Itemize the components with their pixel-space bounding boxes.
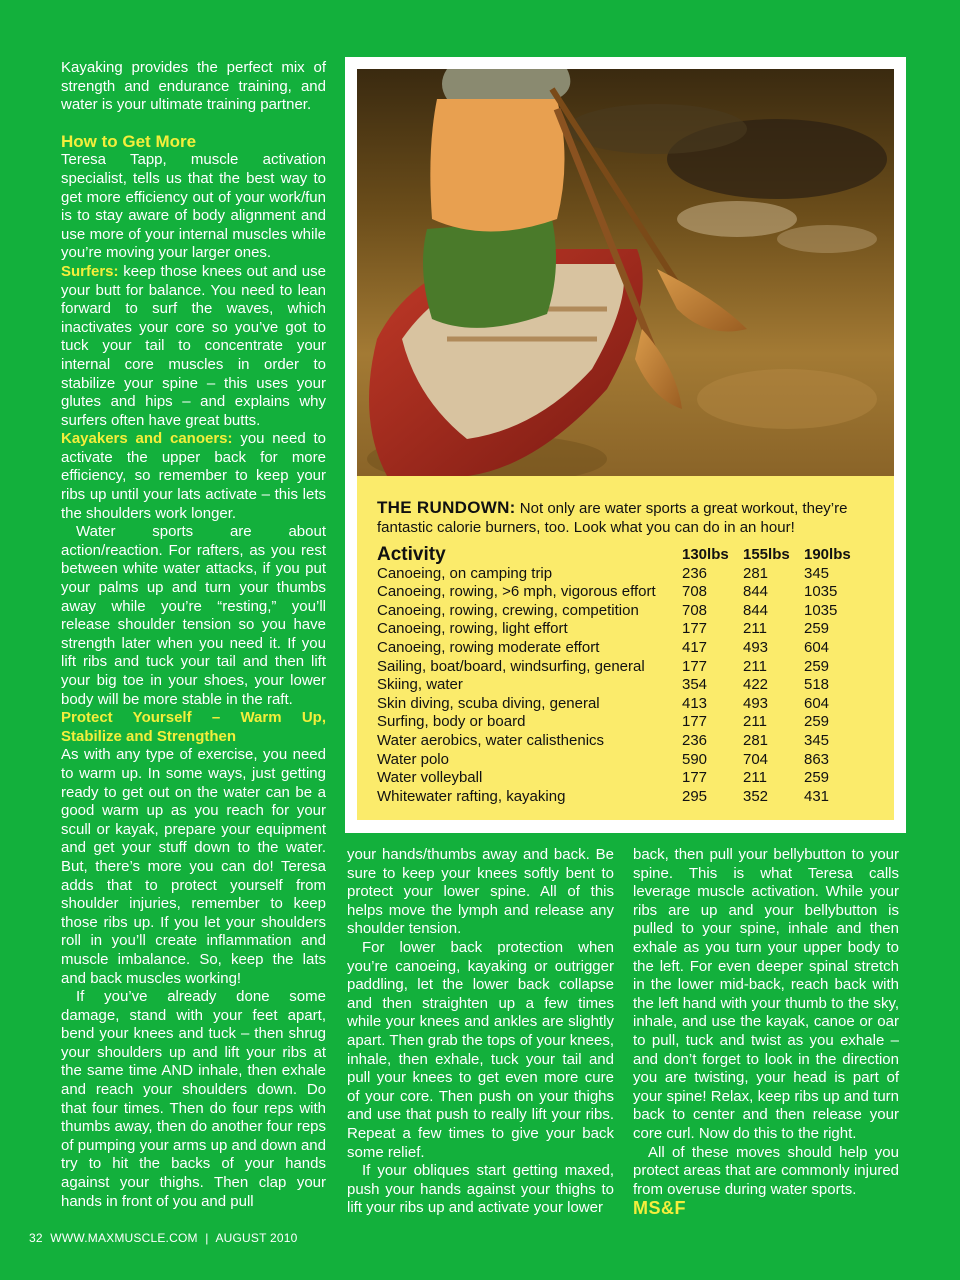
- calorie-table: [377, 546, 864, 806]
- table-row: [377, 713, 864, 732]
- calories-155: 211: [743, 769, 767, 787]
- lead-kayakers-canoers: Kayakers and canoers:: [61, 430, 233, 448]
- subheading-protect-yourself: Protect Yourself – Warm Up, Stabilize and Strengthen: [61, 709, 326, 745]
- section-heading-how-to-get-more: How to Get More: [61, 131, 197, 151]
- table-row: [377, 620, 864, 639]
- calories-190: 863: [804, 750, 830, 768]
- activity-name: Skiing, water: [377, 676, 463, 694]
- table-row: [377, 676, 864, 695]
- activity-name: Skin diving, scuba diving, general: [377, 694, 600, 712]
- calories-130: 708: [682, 601, 708, 619]
- calories-155: 704: [743, 750, 769, 768]
- activity-name: Water volleyball: [377, 769, 483, 787]
- paragraph-damage: If you’ve already done some damage, stand with your feet apart, bend your knees and tuck – then shrug your shoulders up and lift your ribs at the same time AND inhale, then exhale and reach your shoulders down. Do that four times. Then do four reps with thumbs away, then do another four reps of pumping your arms up and down and try to hit the backs of your hands against your thighs. Then clap your hands in front of you and pull: [61, 988, 326, 1210]
- paragraph-warm-up: As with any type of exercise, you need to warm up. In some ways, just getting ready to get out on the water can be a good warm up as you reach for your scull or kayak, prepare your equipment and get your stuff down to the water. But, there’s more you can do! Teresa adds that to protect yourself from shoulder injuries, remember to keep those ribs up. If you let your shoulders roll in you’ll create inflammation and muscle imbalance. So, keep the lats and back muscles working!: [61, 746, 326, 987]
- magazine-signature: MS&F: [633, 1198, 686, 1219]
- table-row: [377, 639, 864, 658]
- website-link[interactable]: WWW.MAXMUSCLE.COM: [50, 1231, 198, 1245]
- rundown-panel: [345, 57, 906, 833]
- activity-name: Canoeing, rowing, crewing, competition: [377, 601, 639, 619]
- calories-155: 211: [743, 657, 767, 675]
- calories-130: 417: [682, 638, 708, 656]
- surfers-text: keep those knees out and use your butt for balance. You need to lean forward to surf the waves, which inactivates your core so you’ve got to tuck your tail to concentrate your internal core muscles in order to stabilize your spine – this uses your glutes and hips – and explains why surfers often have great butts.: [61, 262, 326, 429]
- calories-190: 259: [804, 769, 830, 787]
- calories-155: 352: [743, 787, 769, 805]
- rundown-intro-text: Not only are water sports a great workout, they’re fantastic calorie burners, too. Look what you can do in an hour!: [377, 500, 848, 536]
- calories-155: 844: [743, 601, 769, 619]
- kayakers-text: you need to activate the upper back for more efficiency, so remember to keep your ribs up until your lats activate – this lets the shoulders work longer.: [61, 430, 326, 522]
- paragraph-action-reaction: Water sports are about action/reaction. For rafters, as you rest between white water attacks, if you put your palms up and turn your thumbs away while you’re “resting,” you’ll release shoulder tension so you have strength later when you need it. If you lift ribs and tuck your tail and then lift your big toe in your shoes, your lower body will be more stable in the raft.: [61, 523, 326, 708]
- calories-190: 1035: [804, 583, 838, 601]
- article-column-left: [61, 59, 326, 1211]
- calories-155: 493: [743, 694, 769, 712]
- calories-155: 211: [743, 620, 767, 638]
- paragraph-conclusion: All of these moves should help you protect areas that are commonly injured from overuse during water sports.: [633, 1143, 899, 1198]
- canoe-photo-illustration: [357, 69, 894, 476]
- table-row: [377, 658, 864, 677]
- activity-name: Water polo: [377, 750, 449, 768]
- calories-190: 431: [804, 787, 830, 805]
- paragraph-lower-back: For lower back protection when you’re canoeing, kayaking or outrigger paddling, let the lower back collapse and then straighten up a few times while your knees and ankles are slightly apart. Then grab the tops of your knees, inhale, then exhale, tuck your tail and pull your knees to get even more cure of your core. Then push on your thighs and use that push to really lift your ribs. Repeat a few times to give your back some relief.: [347, 938, 614, 1161]
- activity-name: Canoeing, rowing moderate effort: [377, 638, 600, 656]
- paragraph-surfers: [61, 263, 326, 430]
- activity-name: Canoeing, rowing, >6 mph, vigorous effort: [377, 583, 656, 601]
- paragraph-obliques: If your obliques start getting maxed, push your hands against your thighs to lift your ribs up and activate your lower: [347, 1162, 614, 1217]
- table-row: [377, 583, 864, 602]
- lead-surfers: Surfers:: [61, 262, 119, 280]
- rundown-title: THE RUNDOWN:: [377, 498, 516, 517]
- paragraph-kayakers: [61, 430, 326, 523]
- calories-155: 281: [743, 731, 769, 749]
- page-number: 32: [29, 1231, 43, 1245]
- calories-190: 1035: [804, 601, 838, 619]
- article-column-middle: [347, 846, 614, 1218]
- rundown-intro: [377, 498, 882, 537]
- calories-130: 177: [682, 620, 708, 638]
- table-row: [377, 602, 864, 621]
- paragraph-teresa-tapp: Teresa Tapp, muscle activation specialist, tells us that the best way to get more efficiency out of your work/fun is to stay aware of body alignment and use more of your internal muscles while you’re moving your larger ones.: [61, 151, 326, 262]
- calories-130: 177: [682, 713, 708, 731]
- activity-name: Sailing, boat/board, windsurfing, general: [377, 657, 645, 675]
- table-row: [377, 751, 864, 770]
- calories-130: 354: [682, 676, 708, 694]
- header-155lbs: 155lbs: [743, 546, 790, 563]
- calories-130: 236: [682, 731, 708, 749]
- calories-190: 259: [804, 620, 830, 638]
- calories-130: 177: [682, 769, 708, 787]
- header-activity: Activity: [377, 544, 446, 565]
- calories-130: 708: [682, 583, 708, 601]
- header-130lbs: 130lbs: [682, 546, 729, 563]
- calories-190: 259: [804, 657, 830, 675]
- calories-130: 177: [682, 657, 708, 675]
- calories-130: 590: [682, 750, 708, 768]
- calories-130: 413: [682, 694, 708, 712]
- canoe-photo: [357, 69, 894, 476]
- calories-155: 422: [743, 676, 769, 694]
- activity-name: Surfing, body or board: [377, 713, 526, 731]
- table-row: [377, 732, 864, 751]
- calories-155: 211: [743, 713, 767, 731]
- calories-190: 518: [804, 676, 830, 694]
- footer-separator: |: [205, 1231, 209, 1245]
- calories-190: 259: [804, 713, 830, 731]
- calories-190: 345: [804, 731, 830, 749]
- calories-190: 604: [804, 694, 830, 712]
- header-190lbs: 190lbs: [804, 546, 851, 563]
- table-row: [377, 788, 864, 807]
- issue-date: AUGUST 2010: [215, 1231, 298, 1245]
- page-footer: [29, 1231, 301, 1245]
- calories-155: 281: [743, 564, 769, 582]
- activity-name: Whitewater rafting, kayaking: [377, 787, 566, 805]
- calories-130: 236: [682, 564, 708, 582]
- activity-name: Canoeing, on camping trip: [377, 564, 553, 582]
- table-row: [377, 565, 864, 584]
- calories-190: 345: [804, 564, 830, 582]
- calories-130: 295: [682, 787, 708, 805]
- activity-name: Canoeing, rowing, light effort: [377, 620, 568, 638]
- calories-155: 844: [743, 583, 769, 601]
- table-row: [377, 769, 864, 788]
- activity-name: Water aerobics, water calisthenics: [377, 731, 605, 749]
- rundown-box: [357, 476, 894, 820]
- paragraph-bellybutton: back, then pull your bellybutton to your spine. This is what Teresa calls leverage muscle activation. While your ribs are up and your bellybutton is pulled to your spine, inhale and then exhale as you turn your upper body to the left. For even deeper spinal stretch in the lower mid-back, reach back with the left hand with your thumb to the sky, inhale, and use the kayak, canoe or oar to pull, tuck and twist as you exhale – and don’t forget to look in the direction you are twisting, your head is part of your spine! Relax, keep ribs up and turn back to center and then release your core curl. Now do this to the right.: [633, 846, 899, 1142]
- calories-155: 493: [743, 638, 769, 656]
- calories-190: 604: [804, 638, 830, 656]
- table-row: [377, 695, 864, 714]
- article-column-right: [633, 846, 899, 1218]
- intro-paragraph: Kayaking provides the perfect mix of strength and endurance training, and water is your ultimate training partner.: [61, 59, 326, 114]
- calorie-table-header: [377, 546, 864, 565]
- paragraph-hands-thumbs: your hands/thumbs away and back. Be sure to keep your knees softly bent to protect your lower spine. All of this helps move the lymph and release any shoulder tension.: [347, 846, 614, 938]
